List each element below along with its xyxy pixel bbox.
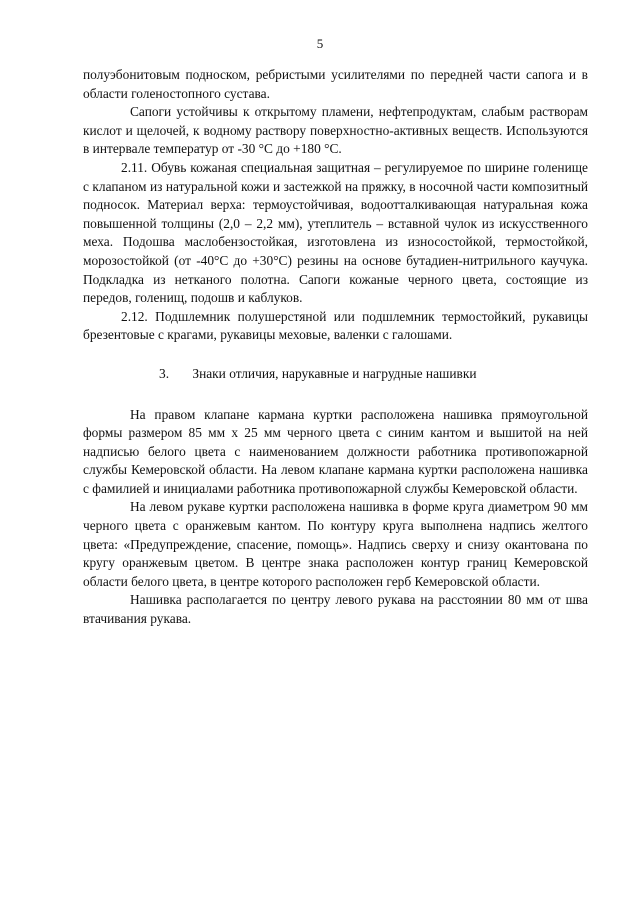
section-3-title: Знаки отличия, нарукавные и нагрудные нашивки <box>192 365 477 381</box>
paragraph-sleeve-patch: На левом рукаве куртки расположена нашивка в форме круга диаметром 90 мм черного цвета с оранжевым кантом. По контуру круга выполнена надпись желтого цвета: «Предупреждение, спасение, помощь». Надпись сверху и снизу окантована по кругу оранжевым цветом. В центре знака расположен контур границ Кемеровской области белого цвета, в центре которого расположен герб Кемеровской области. <box>83 499 588 589</box>
paragraph-boot-resistance: Сапоги устойчивы к открытому пламени, нефтепродуктам, слабым растворам кислот и щелочей, к водному раствору поверхностно-активных веществ. Используются в интервале температур от -30 °С до +180 °С. <box>83 104 588 157</box>
section-3-heading <box>83 365 588 384</box>
section-3-number: 3. <box>159 365 170 381</box>
paragraph-chest-patches: На правом клапане кармана куртки расположена нашивка прямоугольной формы размером 85 мм х 25 мм черного цвета с синим кантом и вышитой на ней надписью белого цвета с наименованием должности работника противопожарной службы Кемеровской области. На левом клапане кармана куртки расположена нашивка с фамилией и инициалами работника противопожарной службы Кемеровской области. <box>83 406 588 496</box>
page-number: 5 <box>316 36 324 51</box>
document-body <box>83 66 588 629</box>
paragraph-item-2-12: 2.12. Подшлемник полушерстяной или подшлемник термостойкий, рукавицы брезентовые с крагами, рукавицы меховые, валенки с галошами. <box>83 308 588 343</box>
paragraph-patch-position: Нашивка располагается по центру левого рукава на расстоянии 80 мм от шва втачивания рукава. <box>83 592 588 627</box>
paragraph-item-2-11: 2.11. Обувь кожаная специальная защитная – регулируемое по ширине голенище с клапаном из натуральной кожи и застежкой на пряжку, в носочной части композитный подносок. Материал верха: термоустойчивая, водоотталкивающая натуральная кожа повышенной толщины (2,0 – 2,2 мм), утеплитель – вставной чулок из искусственного меха. Подошва маслобензостойкая, изготовлена из износостойкой, термостойкой, морозостойкой (от -40°С до +30°С) резины на основе бутадиен-нитрильного каучука. Подкладка из нетканого полотна. Сапоги кожаные черного цвета, состоящие из передов, голенищ, подошв и каблуков. <box>83 159 588 306</box>
paragraph-boot-reinforcement: полуэбонитовым подноском, ребристыми усилителями по передней части сапога и в области голеностопного сустава. <box>83 67 588 101</box>
